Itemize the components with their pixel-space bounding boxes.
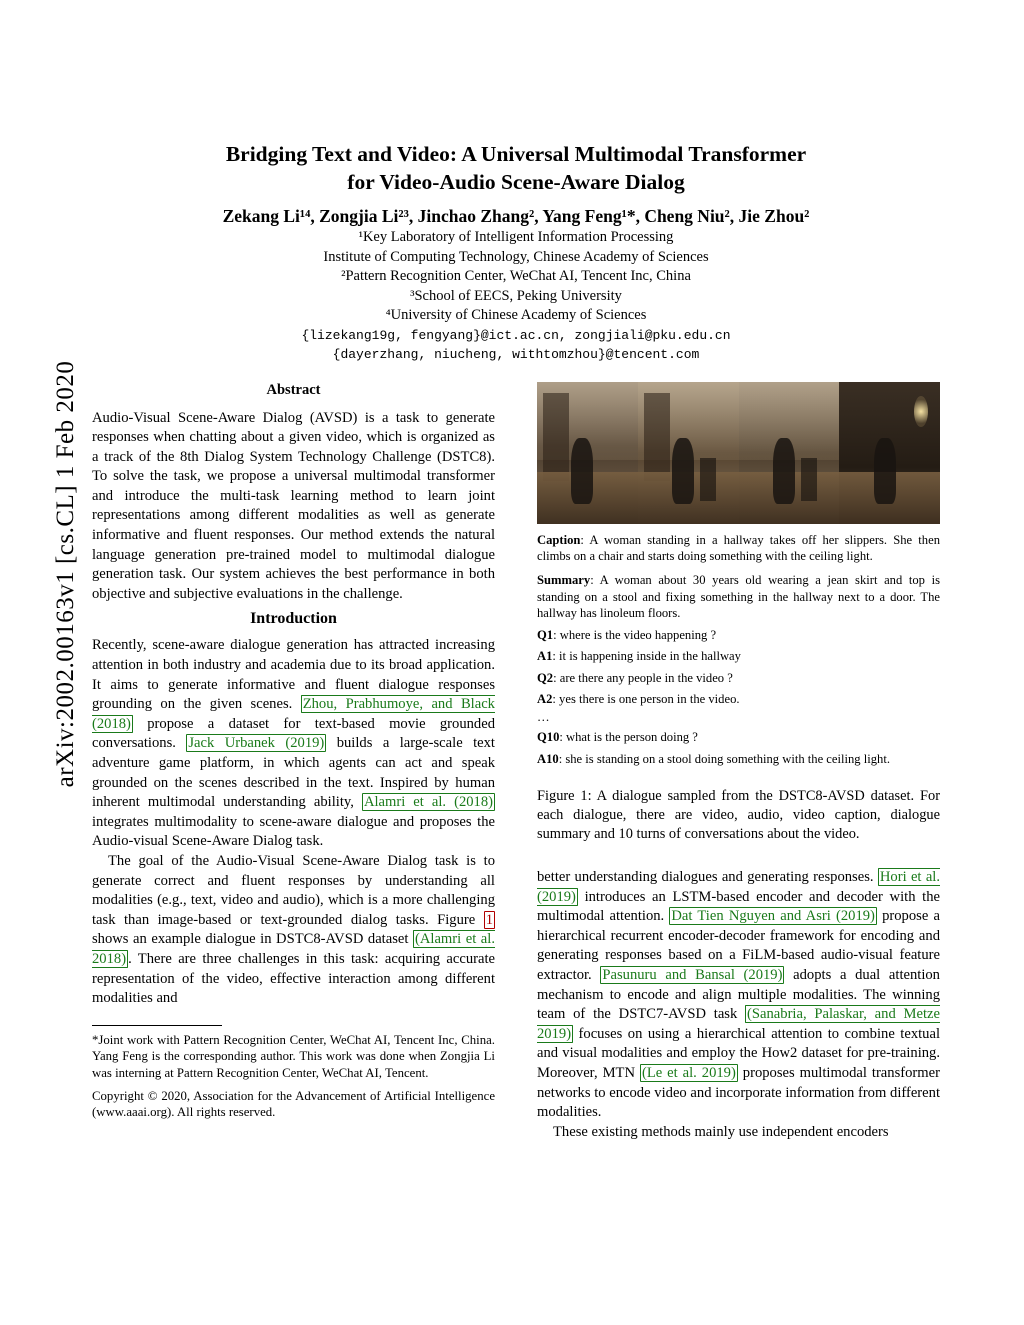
intro-paragraph-2 bbox=[92, 852, 495, 1009]
figure-1-caption: Figure 1: A dialogue sampled from the DSTC8-AVSD dataset. For each dialogue, there are video, audio, video caption, dialogue summary and 10 turns of conversations about the video. bbox=[537, 788, 940, 843]
affiliation-5: ⁴University of Chinese Academy of Sciences bbox=[385, 307, 647, 323]
video-summary bbox=[537, 572, 940, 621]
dialog-turn-q1 bbox=[537, 627, 940, 644]
qa-label: A10 bbox=[537, 751, 559, 766]
rp1-a: better understanding dialogues and generating responses. bbox=[537, 869, 878, 886]
qa-label: Q1 bbox=[537, 627, 554, 642]
citation-alamri-2018[interactable]: Alamri et al. (2018) bbox=[363, 794, 494, 811]
qa-label: Q10 bbox=[537, 729, 560, 744]
right-paragraph-1 bbox=[537, 868, 940, 1123]
left-column bbox=[92, 382, 495, 1143]
frame-chair bbox=[801, 458, 817, 501]
title-line-2: for Video-Audio Scene-Aware Dialog bbox=[347, 170, 685, 194]
qa-text: : it is happening inside in the hallway bbox=[552, 649, 741, 664]
citation-alamri-2018-b[interactable]: (Alamri et al. 2018) bbox=[92, 931, 495, 967]
video-frame-2 bbox=[638, 382, 739, 524]
intro-paragraph-1 bbox=[92, 636, 495, 852]
email-line-1: {lizekang19g, fengyang}@ict.ac.cn, zongjiali@pku.edu.cn bbox=[301, 327, 731, 343]
video-caption bbox=[537, 532, 940, 565]
citation-pasunuru-bansal-2019[interactable]: Pasunuru and Bansal (2019) bbox=[602, 967, 783, 984]
qa-text: : yes there is one person in the video. bbox=[552, 692, 740, 707]
qa-label: A2 bbox=[537, 692, 553, 707]
frame-chair bbox=[700, 458, 716, 501]
frame-person bbox=[571, 438, 593, 503]
ceiling-light bbox=[914, 396, 928, 427]
citation-hori-2019[interactable]: Hori et al. (2019) bbox=[537, 869, 940, 905]
video-frame-1 bbox=[537, 382, 638, 524]
caption-text: : A woman standing in a hallway takes off her slippers. She then climbs on a chair and starts doing something with the ceiling light. bbox=[537, 532, 940, 563]
page-title bbox=[92, 140, 940, 196]
qa-label: Q2 bbox=[537, 670, 554, 685]
frame-door bbox=[644, 393, 670, 481]
summary-text: : A woman about 30 years old wearing a jean skirt and top is standing on a stool and fixing something in the hallway next to a door. The hallway has linoleum floors. bbox=[537, 573, 940, 621]
citation-nguyen-asri-2019[interactable]: Dat Tien Nguyen and Asri (2019) bbox=[671, 908, 875, 925]
intro-p1-b: propose a dataset for text-based movie grounded conversations. bbox=[92, 715, 495, 752]
dialog-turn-q10 bbox=[537, 729, 940, 746]
email-line-2: {dayerzhang, niucheng, withtomzhou}@tencent.com bbox=[332, 346, 700, 362]
intro-p1-d: integrates multimodality to scene-aware dialogue and proposes the Audio-visual Scene-Aware Dialog task. bbox=[92, 813, 495, 850]
intro-p2-a: The goal of the Audio-Visual Scene-Aware Dialog task is to generate correct and fluent responses by understanding all modalities (e.g., text, video and audio), which is a more challenging task than image-based or text-grounded dialog tasks. Figure bbox=[92, 852, 495, 928]
rp1-e: focuses on using a hierarchical attention to combine textual and visual modalities and employ the How2 dataset for pre-training. Moreover, MTN bbox=[537, 1025, 940, 1082]
rp1-b: introduces an LSTM-based encoder and decoder with the multimodal attention. bbox=[537, 888, 940, 925]
affiliation-2: Institute of Computing Technology, Chinese Academy of Sciences bbox=[323, 248, 709, 265]
paper-content bbox=[92, 140, 940, 1142]
author-list: Zekang Li¹⁴, Zongjia Li²³, Jinchao Zhang², Yang Feng¹*, Cheng Niu², Jie Zhou² bbox=[222, 206, 810, 226]
dialog-turn-a1 bbox=[537, 648, 940, 665]
affiliation-3: ²Pattern Recognition Center, WeChat AI, Tencent Inc, China bbox=[341, 268, 691, 284]
rp1-c: propose a hierarchical recurrent encoder-decoder framework for encoding and generating responses based on a FiLM-based audio-visual feature extractor. bbox=[537, 908, 940, 984]
footnote-1: *Joint work with Pattern Recognition Center, WeChat AI, Tencent Inc, China. Yang Feng is the corresponding author. This work was done when Zongjia Li was interning at Pattern Recognition Center, WeChat AI, Tencent. bbox=[92, 1032, 495, 1080]
footnote-divider bbox=[92, 1025, 222, 1026]
introduction-heading: Introduction bbox=[250, 610, 337, 628]
frame-person bbox=[672, 438, 694, 503]
dialog-turn-q2 bbox=[537, 670, 940, 687]
affiliation-1: ¹Key Laboratory of Intelligent Information Processing bbox=[358, 229, 674, 245]
dialog-turn-a10 bbox=[537, 751, 940, 768]
qa-text: : what is the person doing ? bbox=[559, 729, 698, 744]
dialog-ellipsis: … bbox=[537, 709, 550, 724]
intro-p2-c: . There are three challenges in this task: acquiring accurate representation of the video, effective interaction among different modalities and bbox=[92, 950, 495, 1007]
intro-p1-a: Recently, scene-aware dialogue generation has attracted increasing attention in both industry and academia due to its broad application. It aims to generate informative and fluent dialogue responses grounding on the given scenes. bbox=[92, 637, 495, 713]
frame-person bbox=[874, 438, 896, 503]
rp1-d: adopts a dual attention mechanism to encode and align multiple modalities. The winning team of the DSTC7-AVSD task bbox=[537, 967, 940, 1023]
figure-1-image bbox=[537, 382, 940, 524]
figure-reference-link[interactable]: 1 bbox=[485, 911, 493, 928]
frame-person bbox=[773, 438, 795, 503]
citation-le-2019[interactable]: (Le et al. 2019) bbox=[641, 1065, 736, 1082]
rp1-f: proposes multimodal transformer networks to encode video and incorporate information from different modalities. bbox=[537, 1065, 940, 1121]
summary-label: Summary bbox=[537, 573, 591, 588]
abstract-heading: Abstract bbox=[266, 381, 321, 398]
caption-label: Caption bbox=[537, 532, 581, 547]
intro-p2-b: shows an example dialogue in DSTC8-AVSD dataset bbox=[92, 931, 413, 948]
frame-door bbox=[543, 393, 569, 481]
video-frame-4 bbox=[839, 382, 940, 524]
qa-text: : are there any people in the video ? bbox=[553, 670, 733, 685]
qa-text: : where is the video happening ? bbox=[553, 627, 717, 642]
intro-p1-c: builds a large-scale text adventure game platform, in which agents can act and speak grounded on the scenes described in the text. Inspired by human inherent multimodal understanding ability, bbox=[92, 735, 495, 811]
citation-sanabria-2019[interactable]: (Sanabria, Palaskar, and Metze 2019) bbox=[537, 1006, 940, 1042]
qa-text: : she is standing on a stool doing something with the ceiling light. bbox=[558, 751, 890, 766]
right-column bbox=[537, 382, 940, 1143]
title-line-1: Bridging Text and Video: A Universal Multimodal Transformer bbox=[225, 142, 807, 166]
right-paragraph-2: These existing methods mainly use independent encoders bbox=[553, 1123, 889, 1140]
abstract-text: Audio-Visual Scene-Aware Dialog (AVSD) is a task to generate responses when chatting about a given video, which is organized as a track of the 8th Dialog System Technology Challenge (DSTC8). To solve the task, we propose a universal multimodal transformer and introduce the multi-task learning method to learn joint representations among different modalities as well as generate informative and fluent responses. Our method extends the natural language generation pre-trained model to multimodal dialogue generation task. Our system achieves the best performance in both objective and subjective evaluations in the challenge. bbox=[92, 409, 495, 602]
two-column-body bbox=[92, 382, 940, 1143]
affiliation-4: ³School of EECS, Peking University bbox=[410, 287, 622, 304]
arxiv-stamp: arXiv:2002.00163v1 [cs.CL] 1 Feb 2020 bbox=[52, 360, 79, 788]
dialog-turn-a2 bbox=[537, 691, 940, 708]
footnote-2: Copyright © 2020, Association for the Advancement of Artificial Intelligence (www.aaai.org). All rights reserved. bbox=[92, 1088, 495, 1120]
qa-label: A1 bbox=[537, 649, 553, 664]
citation-urbanek-2019[interactable]: Jack Urbanek (2019) bbox=[188, 735, 325, 752]
citation-zhou-2018[interactable]: Zhou, Prabhumoye, and Black (2018) bbox=[92, 696, 495, 732]
video-frame-3 bbox=[739, 382, 840, 524]
